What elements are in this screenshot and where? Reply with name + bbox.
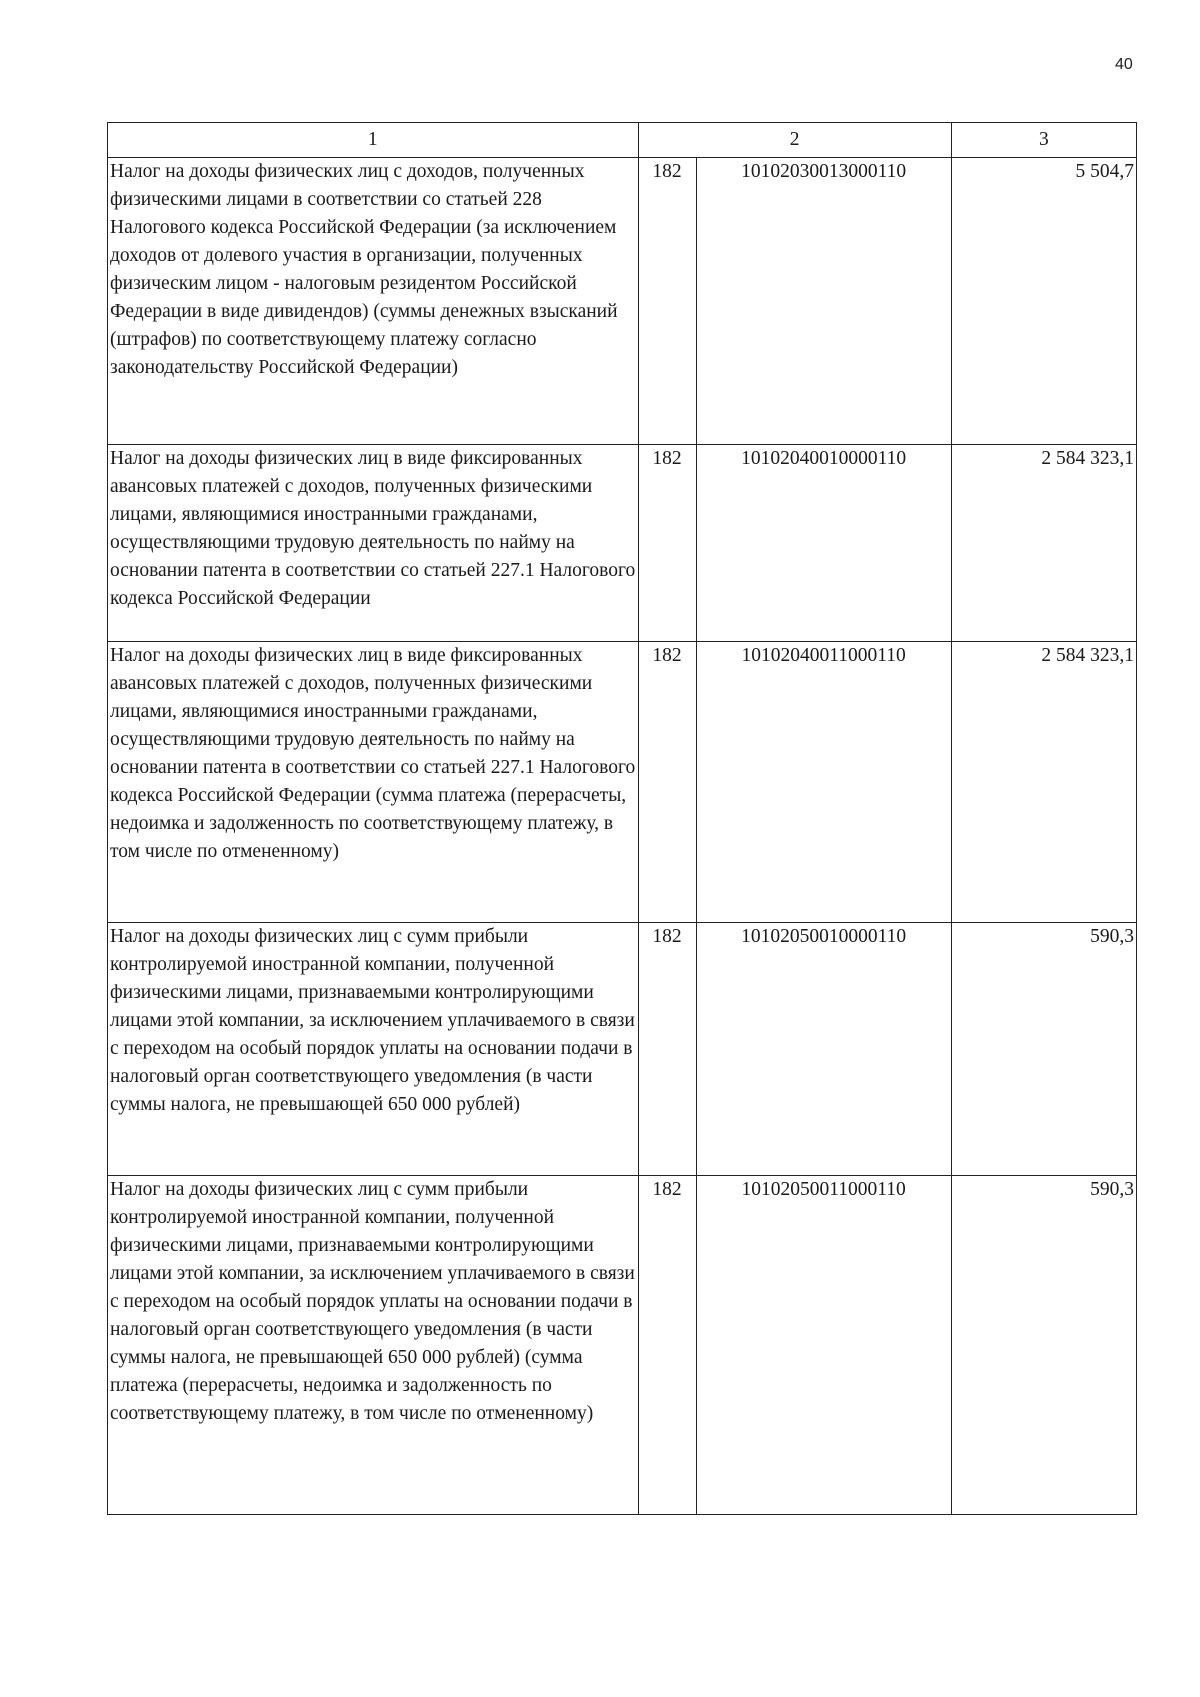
revenue-table [107, 122, 1137, 1515]
amount: 5 504,7 [951, 158, 1136, 445]
amount: 2 584 323,1 [951, 642, 1136, 923]
table-row [108, 1176, 1137, 1515]
amount: 590,3 [951, 1176, 1136, 1515]
header-col-1: 1 [108, 123, 639, 158]
income-name: Налог на доходы физических лиц с доходов, полученных физическими лицами в соответствии со статьей 228 Налогового кодекса Российской Федерации (за исключением доходов от долевого участия в организации, полученных физическим лицом - налоговым резидентом Российской Федерации в виде дивидендов) (суммы денежных взысканий (штрафов) по соответствующему платежу согласно законодательству Российской Федерации) [108, 158, 639, 445]
header-row [108, 123, 1137, 158]
header-col-3: 3 [951, 123, 1136, 158]
admin-code: 182 [638, 1176, 696, 1515]
budget-code: 10102030013000110 [696, 158, 951, 445]
budget-code: 10102040011000110 [696, 642, 951, 923]
budget-code: 10102040010000110 [696, 445, 951, 642]
amount: 2 584 323,1 [951, 445, 1136, 642]
income-name: Налог на доходы физических лиц с сумм прибыли контролируемой иностранной компании, полученной физическими лицами, признаваемыми контролирующими лицами этой компании, за исключением уплачиваемого в связи с переходом на особый порядок уплаты на основании подачи в налоговый орган соответствующего уведомления (в части суммы налога, не превышающей 650 000 рублей) [108, 923, 639, 1176]
admin-code: 182 [638, 642, 696, 923]
income-name: Налог на доходы физических лиц с сумм прибыли контролируемой иностранной компании, полученной физическими лицами, признаваемыми контролирующими лицами этой компании, за исключением уплачиваемого в связи с переходом на особый порядок уплаты на основании подачи в налоговый орган соответствующего уведомления (в части суммы налога, не превышающей 650 000 рублей) (сумма платежа (перерасчеты, недоимка и задолженность по соответствующему платежу, в том числе по отмененному) [108, 1176, 639, 1515]
admin-code: 182 [638, 923, 696, 1176]
page-number: 40 [1115, 56, 1133, 73]
admin-code: 182 [638, 158, 696, 445]
budget-code: 10102050011000110 [696, 1176, 951, 1515]
table-row [108, 158, 1137, 445]
table-row [108, 642, 1137, 923]
income-name: Налог на доходы физических лиц в виде фиксированных авансовых платежей с доходов, полученных физическими лицами, являющимися иностранными гражданами, осуществляющими трудовую деятельность по найму на основании патента в соответствии со статьей 227.1 Налогового кодекса Российской Федерации (сумма платежа (перерасчеты, недоимка и задолженность по соответствующему платежу, в том числе по отмененному) [108, 642, 639, 923]
admin-code: 182 [638, 445, 696, 642]
header-col-2: 2 [638, 123, 951, 158]
table-row [108, 445, 1137, 642]
income-name: Налог на доходы физических лиц в виде фиксированных авансовых платежей с доходов, полученных физическими лицами, являющимися иностранными гражданами, осуществляющими трудовую деятельность по найму на основании патента в соответствии со статьей 227.1 Налогового кодекса Российской Федерации [108, 445, 639, 642]
table-row [108, 923, 1137, 1176]
budget-code: 10102050010000110 [696, 923, 951, 1176]
amount: 590,3 [951, 923, 1136, 1176]
